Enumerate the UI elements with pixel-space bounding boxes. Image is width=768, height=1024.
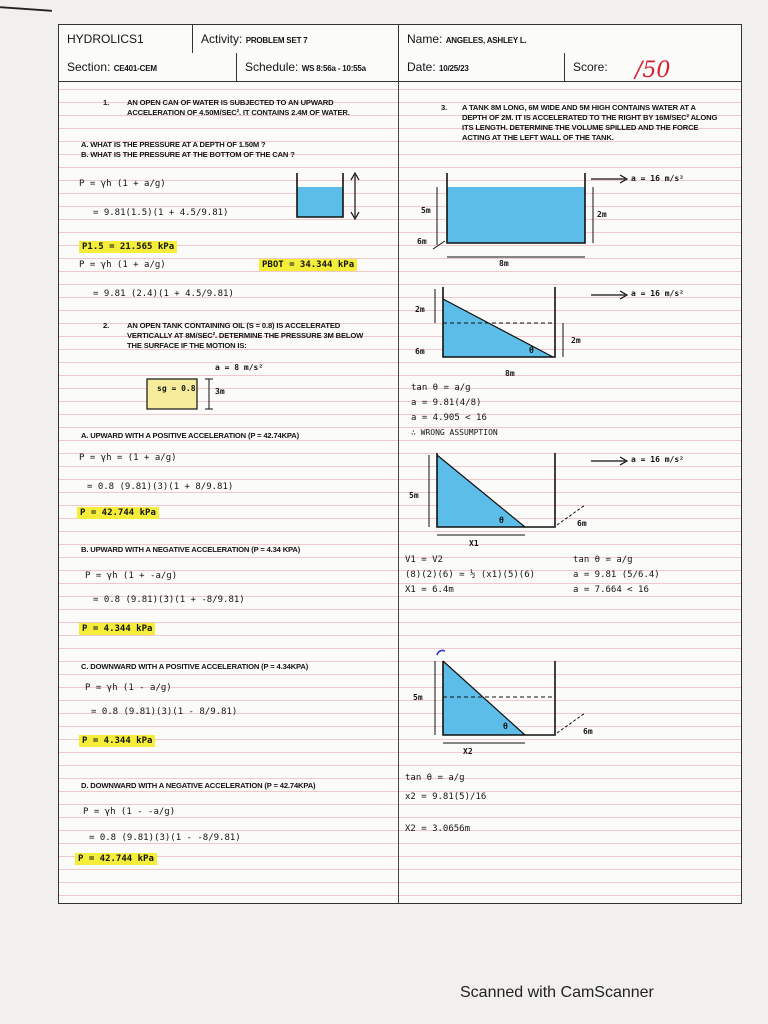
activity-field: Activity: PROBLEM SET 7 (193, 25, 399, 53)
date-field: Date: 10/25/23 (399, 53, 565, 81)
p3-fig3-height: 5m (409, 491, 419, 500)
p3-fig3-theta: θ (499, 515, 504, 525)
p2-a-answer: P = 42.744 kPa (77, 507, 159, 518)
p2-question-b: B. UPWARD WITH A NEGATIVE ACCELERATION (P = 4.34 KPA) (81, 545, 301, 554)
p3-fig4-tank (415, 647, 725, 757)
p3-number: 3. (441, 103, 448, 112)
p3-fig2-left: 2m (415, 305, 425, 314)
p3-fig1-tank (415, 171, 725, 271)
p3-fig2-width: 6m (415, 347, 425, 356)
p3-fig1-water (447, 187, 585, 243)
p3-fig4-width-dim (557, 713, 585, 733)
p2-statement: AN OPEN TANK CONTAINING OIL (S = 0.8) IS ACCELERATED VERTICALLY AT 8M/SEC². DETERMINE THE PRESSURE 3M BELOW THE SURFACE IF THE MOTION IS: (127, 321, 364, 350)
p2-d-eq2: = 0.8 (9.81)(3)(1 - -8/9.81) (89, 833, 241, 843)
p2-number: 2. (103, 321, 110, 330)
p3-tan-1: tan θ = a/g (573, 555, 633, 565)
p3-fig4-width: 6m (583, 727, 593, 736)
p1-eq3: P = γh (1 + a/g) (79, 260, 166, 270)
section-field: Section: CE401-CEM (59, 53, 237, 81)
p3-work-2: a = 9.81(4/8) (411, 398, 482, 408)
p2-question-c: C. DOWNWARD WITH A POSITIVE ACCELERATION (P = 4.34KPA) (81, 662, 309, 671)
scan-edge-mark (0, 6, 52, 12)
p3-fig2-right: 2m (571, 336, 581, 345)
p3-fig1-length: 8m (499, 259, 509, 268)
p3-fig4-pen-mark (437, 651, 445, 656)
p3-vol-2: (8)(2)(6) = ½ (x1)(5)(6) (405, 570, 536, 580)
worksheet (58, 24, 742, 904)
p2-d-answer: P = 42.744 kPa (75, 853, 157, 864)
p3-fig4-theta: θ (503, 721, 508, 731)
schedule-field: Schedule: WS 8:56a - 10:55a (237, 53, 399, 81)
p3-vol-1: V1 = V2 (405, 555, 443, 565)
p2-c-eq1: P = γh (1 - a/g) (85, 683, 172, 693)
p3-tan-2: a = 9.81 (5/6.4) (573, 570, 660, 580)
p3-work-3: a = 4.905 < 16 (411, 413, 487, 423)
p2-a-eq1: P = γh = (1 + a/g) (79, 453, 177, 463)
p3-fig1-accel: a = 16 m/s² (631, 174, 684, 183)
p3-fig3-width: 6m (577, 519, 587, 528)
p1-question-b: B. WHAT IS THE PRESSURE AT THE BOTTOM OF THE CAN ? (81, 150, 295, 159)
p3-tan-3: a = 7.664 < 16 (573, 585, 649, 595)
p1-statement: AN OPEN CAN OF WATER IS SUBJECTED TO AN UPWARD ACCELERATION OF 4.50M/SEC². IT CONTAINS 2.4M OF WATER. (127, 98, 350, 117)
p2-b-eq2: = 0.8 (9.81)(3)(1 + -8/9.81) (93, 595, 245, 605)
p1-can-figure (293, 169, 363, 225)
p1-answer-a: P1.5 = 21.565 kPa (79, 241, 177, 252)
p3-fig4-height: 5m (413, 693, 423, 702)
p2-question-d: D. DOWNWARD WITH A NEGATIVE ACCELERATION (P = 42.74KPA) (81, 781, 316, 790)
p2-c-answer: P = 4.344 kPa (79, 735, 155, 746)
p3-fig2-tank (415, 287, 725, 377)
p2-fig-accel: a = 8 m/s² (215, 363, 264, 372)
p3-fig1-depth: 2m (597, 210, 607, 219)
p3-fig2-accel: a = 16 m/s² (631, 289, 684, 298)
camscanner-watermark: Scanned with CamScanner (460, 984, 654, 1001)
p3-statement: A TANK 8M LONG, 6M WIDE AND 5M HIGH CONTAINS WATER AT A DEPTH OF 2M. IT IS ACCELERATED TO THE RIGHT BY 16M/SEC² ALONG ITS LENGTH. DETERMINE THE VOLUME SPILLED AND THE FORCE ACTING AT THE LEFT WALL OF THE TANK. (462, 103, 718, 142)
score-field: Score: (573, 60, 608, 74)
p1-answer-b: PBOT = 34.344 kPa (259, 259, 357, 270)
p1-can-water (297, 187, 343, 217)
p3-work-1: tan θ = a/g (411, 383, 471, 393)
p3-fig1-width: 6m (417, 237, 427, 246)
p1-eq2: = 9.81(1.5)(1 + 4.5/9.81) (93, 208, 229, 218)
p2-question-a: A. UPWARD WITH A POSITIVE ACCELERATION (P = 42.74KPA) (81, 431, 299, 440)
p2-fig-depth: 3m (215, 387, 225, 396)
p1-number: 1. (103, 98, 110, 107)
p3-x-2: x2 = 9.81(5)/16 (405, 792, 487, 802)
p3-fig2-theta: θ (529, 345, 534, 355)
p2-b-answer: P = 4.344 kPa (79, 623, 155, 634)
p2-d-eq1: P = γh (1 - -a/g) (83, 807, 176, 817)
course-name: HYDROLICS1 (59, 25, 193, 53)
p1-question-a: A. WHAT IS THE PRESSURE AT A DEPTH OF 1.50M ? (81, 140, 266, 149)
score-value: /50 (635, 58, 671, 83)
p3-x-3: X2 = 3.0656m (405, 824, 471, 834)
p3-fig3-accel: a = 16 m/s² (631, 455, 684, 464)
p2-c-eq2: = 0.8 (9.81)(3)(1 - 8/9.81) (91, 707, 238, 717)
p2-fig-sg: sg = 0.8 (157, 384, 196, 393)
p3-fig3-tank (415, 453, 725, 549)
p3-fig2-length: 8m (505, 369, 515, 378)
p3-fig3-x: X1 (469, 539, 479, 548)
p3-fig1-width-dim (433, 241, 445, 249)
column-divider (398, 81, 399, 903)
name-field: Name: ANGELES, ASHLEY L. (407, 32, 527, 46)
p2-a-eq2: = 0.8 (9.81)(3)(1 + 8/9.81) (87, 482, 234, 492)
p3-vol-3: X1 = 6.4m (405, 585, 454, 595)
p1-eq4: = 9.81 (2.4)(1 + 4.5/9.81) (93, 289, 234, 299)
header-row-1 (59, 25, 741, 54)
p3-x-1: tan θ = a/g (405, 773, 465, 783)
p1-eq1: P = γh (1 + a/g) (79, 179, 166, 189)
p2-b-eq1: P = γh (1 + -a/g) (85, 571, 178, 581)
p3-fig4-x: X2 (463, 747, 473, 756)
p3-fig1-height: 5m (421, 206, 431, 215)
p3-work-4: ∴ WRONG ASSUMPTION (411, 428, 498, 437)
